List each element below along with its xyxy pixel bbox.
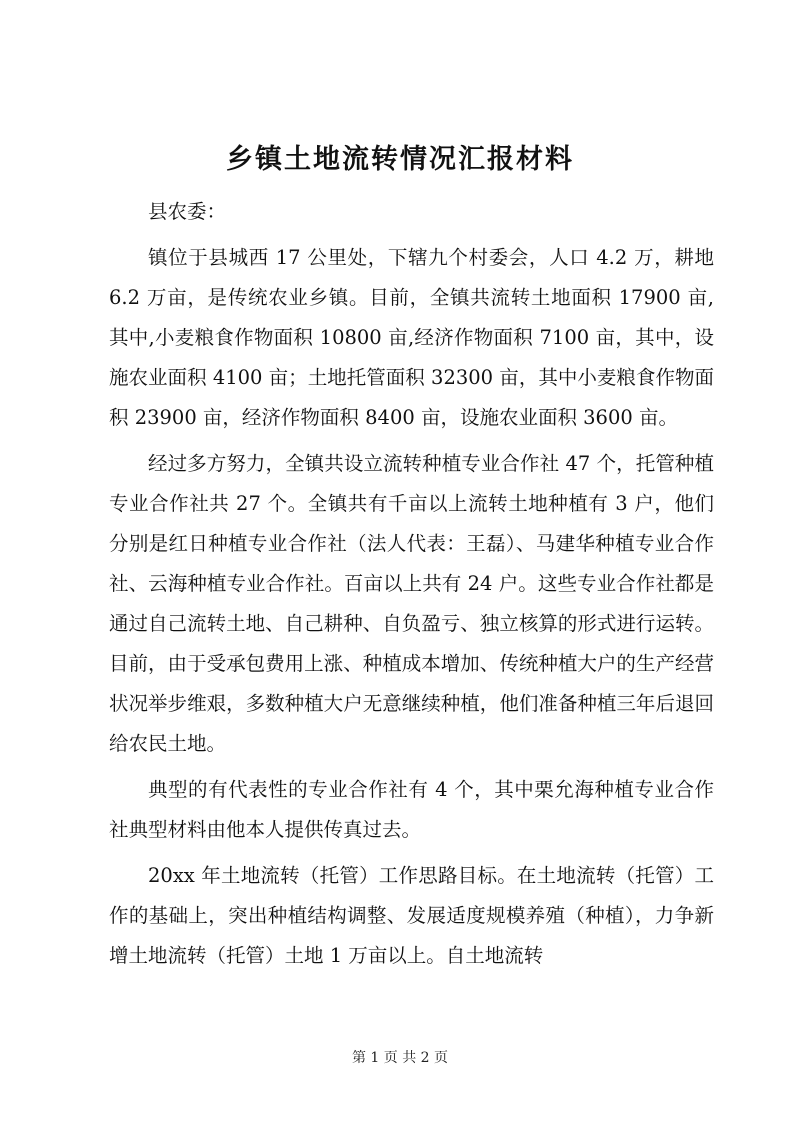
paragraph-typical-cooperatives: 典型的有代表性的专业合作社有 4 个，其中栗允海种植专业合作社典型材料由他本人提供传真过去。 bbox=[109, 778, 714, 841]
document-body bbox=[109, 192, 714, 982]
paragraph-overview: 镇位于县城西 17 公里处，下辖九个村委会，人口 4.2 万，耕地 6.2 万亩，是传统农业乡镇。目前，全镇共流转土地面积 17900 亩,其中,小麦粮食作物面积 10800 亩,经济作物面积 7100 亩，其中，设施农业面积 4100 亩；土地托管面积 32300 亩，其中小麦粮食作物面积 23900 亩，经济作物面积 8400 亩，设施农业面积 3600 亩。 bbox=[109, 246, 714, 429]
page-indicator: 第 1 页 共 2 页 bbox=[351, 1050, 449, 1066]
document-title: 乡镇土地流转情况汇报材料 bbox=[226, 144, 574, 175]
paragraph-work-goals: 20xx 年土地流转（托管）工作思路目标。在土地流转（托管）工作的基础上，突出种植结构调整、发展适度规模养殖（种植），力争新增土地流转（托管）土地 1 万亩以上。自土地流转 bbox=[109, 864, 714, 967]
salutation: 县农委： bbox=[148, 200, 227, 223]
paragraph-cooperatives: 经过多方努力，全镇共设立流转种植专业合作社 47 个，托管种植专业合作社共 27 个。全镇共有千亩以上流转土地种植有 3 户，他们分别是红日种植专业合作社（法人代表：王磊）、马建华种植专业合作社、云海种植专业合作社。百亩以上共有 24 户。这些专业合作社都是通过自己流转土地、自己耕种、自负盈亏、独立核算的形式进行运转。目前，由于受承包费用上涨、种植成本增加、传统种植大户的生产经营状况举步维艰，多数种植大户无意继续种植，他们准备种植三年后退回给农民土地。 bbox=[109, 452, 714, 755]
